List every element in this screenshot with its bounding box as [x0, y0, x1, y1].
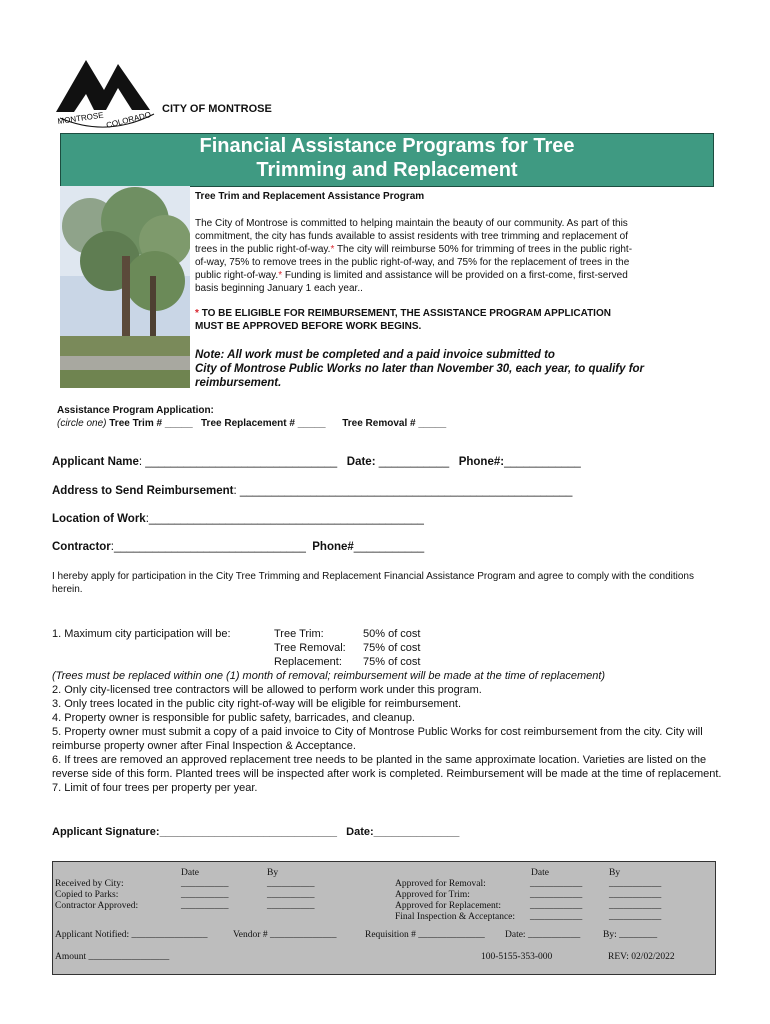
location-field[interactable]: :___________________________________________: [145, 513, 424, 525]
address-field[interactable]: : ____________________________________________________: [233, 485, 573, 497]
signature-field[interactable]: _____________________________: [159, 826, 337, 838]
contractor-phone-field[interactable]: ___________: [353, 541, 425, 553]
contractor-field[interactable]: :______________________________: [110, 541, 306, 553]
address-row: Address to Send Reimbursement: ____________________________________________________: [52, 485, 573, 497]
signature-row: Applicant Signature:_____________________________ Date:______________: [52, 826, 460, 838]
logo-text-montrose: MONTROSE: [57, 110, 105, 126]
title-banner: [60, 133, 714, 187]
logo-text-colorado: COLORADO: [105, 110, 152, 130]
date-field[interactable]: ___________: [375, 456, 450, 468]
city-name: CITY OF MONTROSE: [162, 103, 272, 115]
phone-field[interactable]: ____________: [504, 456, 581, 468]
conditions-list: 1. Maximum city participation will be: Tree Trim: 50% of cost Tree Removal: 75% of cost Replacement: 75% of cost (Trees must be replaced within one (1) month of removal; reimbursement will be made at the time of replacement) 2. Only city-licensed tree contractors will be allowed to perform work under this program. 3. Only trees located in the public city right-of-way will be eligible for reimbursement. 4. Property owner is responsible for public safety, barricades, and cleanup. 5. Property owner must submit a copy of a paid invoice to City of Montrose Public Works for cost reimbursement from the city. City will reimburse property owner after Final Inspection & Acceptance. 6. If trees are removed an approved replacement tree needs to be planted in the same approximate location. Varieties are listed on the reverse side of this form. Planted trees will be inspected after work is completed. Reimbursement will be made at the time of replacement. 7. Limit of four trees per property per year.: [52, 628, 722, 794]
tree-photo: [60, 186, 190, 388]
applicant-name-field[interactable]: : ______________________________: [138, 456, 338, 468]
signature-date-field[interactable]: ______________: [373, 826, 460, 838]
montrose-logo: [52, 52, 162, 130]
program-subtitle: Tree Trim and Replacement Assistance Program: [195, 191, 425, 202]
office-use-box: Date By Received by City: Copied to Parks: Contractor Approved: __________ __________ __________ __________ __________ __________ Date By Approved for Removal: Approved for Trim: Approved for Replacement: Final Inspection & Acceptance: ___________ ___________ ___________ ___________ ___________ ___________ ___________ ___________ Applicant Notified: ________________ Vendor # ______________ Requisition # ______________ Date: ___________ By: ________ Amount _________________ 100-5155-353-000 REV: 02/02/2022: [52, 861, 716, 975]
tree-removal-option[interactable]: Tree Removal # _____: [342, 418, 447, 429]
application-heading: Assistance Program Application:: [57, 405, 214, 416]
page-title-line2: Trimming and Replacement: [256, 159, 518, 181]
asterisk-mark: *: [330, 244, 335, 255]
tree-replacement-option[interactable]: Tree Replacement # _____: [201, 418, 326, 429]
tree-trim-option[interactable]: Tree Trim # _____: [109, 418, 193, 429]
eligibility-notice: * TO BE ELIGIBLE FOR REIMBURSEMENT, THE ASSISTANCE PROGRAM APPLICATION MUST BE APPROVED BEFORE WORK BEGINS.: [195, 308, 611, 332]
deadline-note: Note: All work must be completed and a paid invoice submitted to City of Montrose Public Works no later than November 30, each year, to qualify for reimbursement.: [195, 349, 645, 389]
contractor-row: Contractor:______________________________ Phone#___________: [52, 541, 425, 553]
page-title-line1: Financial Assistance Programs for Tree: [199, 135, 575, 157]
asterisk-mark: *: [278, 270, 283, 281]
applicant-name-row: Applicant Name: ______________________________ Date: ___________ Phone#:____________: [52, 456, 581, 468]
location-row: Location of Work:___________________________________________: [52, 513, 424, 525]
declaration: I hereby apply for participation in the City Tree Trimming and Replacement Financial Assistance Program and agree to comply with the conditions herein.: [52, 571, 694, 595]
application-type-line: (circle one) Tree Trim # _____ Tree Replacement # _____ Tree Removal # _____: [57, 418, 447, 429]
program-intro: The City of Montrose is committed to helping maintain the beauty of our community. As part of this commitment, the city has funds available to assist residents with tree trimming and replacement of trees in the public right-of-way.* The city will reimburse 50% for trimming of trees in the public right- of-way, 75% to remove trees in the public right-of-way, and 75% for the replacement of trees in the public right-of-way.* Funding is limited and assistance will be provided on a first-come, first-served basis beginning January 1 each year..: [195, 218, 633, 294]
